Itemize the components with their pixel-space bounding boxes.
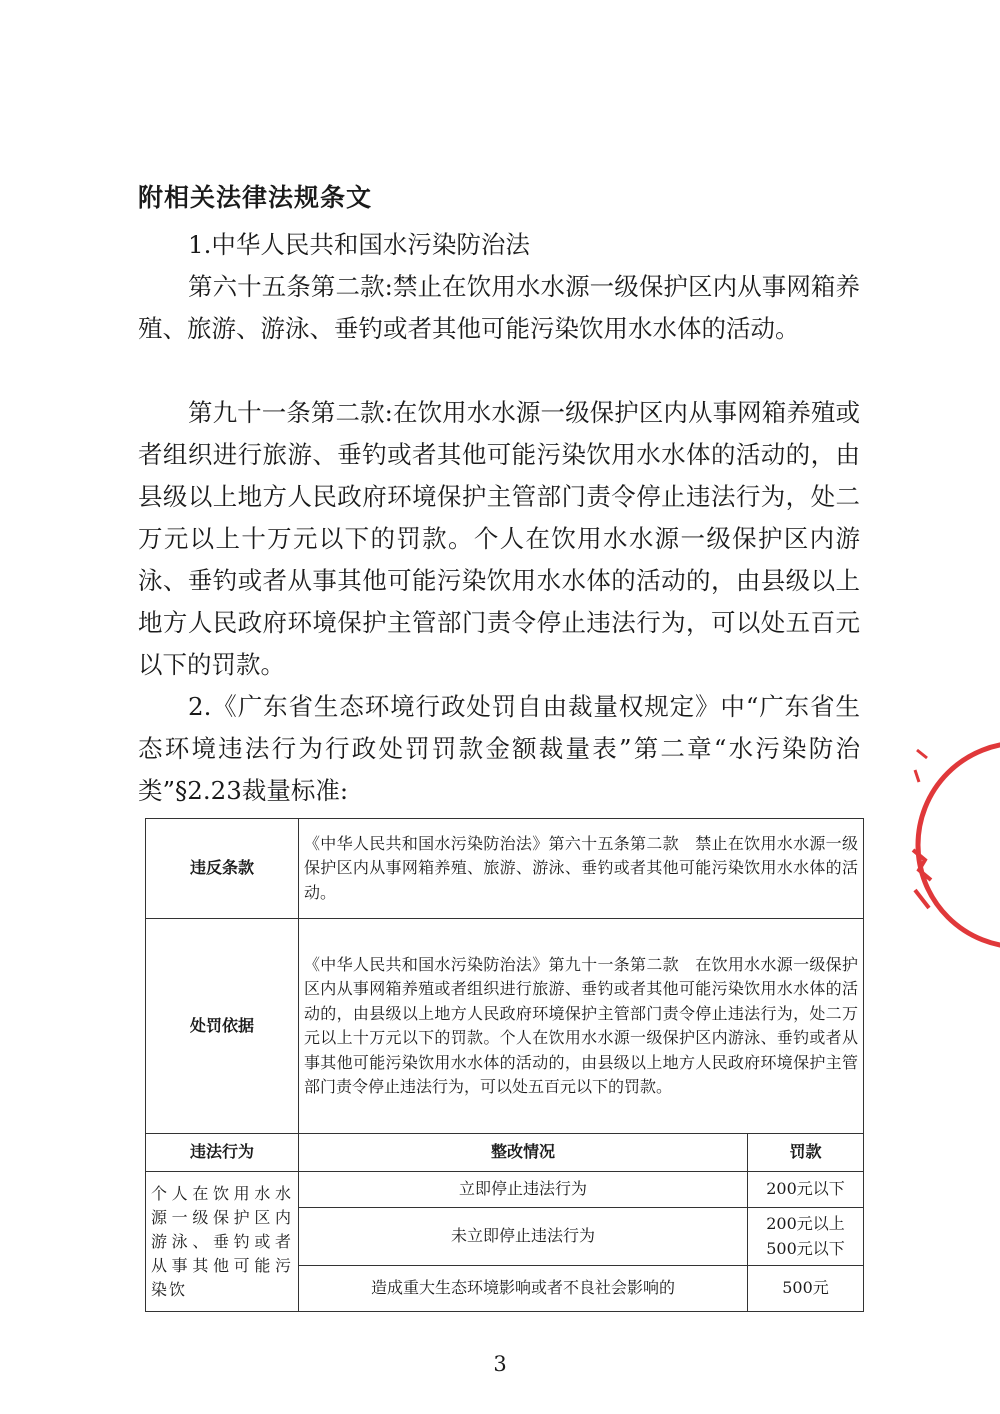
violation-behavior-cell: 个人在饮用水水源一级保护区内游泳、垂钓或者从事其他可能污染饮 [146,1172,299,1312]
fine-line: 500元以下 [766,1238,845,1258]
rectification-cell: 未立即停止违法行为 [299,1208,748,1266]
official-seal-stamp [905,730,1000,960]
fine-cell [748,1208,864,1266]
article-91-paragraph: 第九十一条第二款:在饮用水水源一级保护区内从事网箱养殖或者组织进行旅游、垂钓或者其他可能污染饮用水水体的活动的，由县级以上地方人民政府环境保护主管部门责令停止违法行为，处二万元以上十万元以下的罚款。个人在饮用水水源一级保护区内游泳、垂钓或者从事其他可能污染饮用水水体的活动的，由县级以上地方人民政府环境保护主管部门责令停止违法行为，可以处五百元以下的罚款。 [138,398,860,679]
fine-cell: 200元以下 [748,1172,864,1208]
penalty-basis-text: 《中华人民共和国水污染防治法》第九十一条第二款 在饮用水水源一级保护区内从事网箱养殖或者组织进行旅游、垂钓或者其他可能污染饮用水水体的活动的，由县级以上地方人民政府环境保护主管部门责令停止违法行为，处二万元以上十万元以下的罚款。个人在饮用水水源一级保护区内游泳、垂钓或者从事其他可能污染饮用水水体的活动的，由县级以上地方人民政府环境保护主管部门责令停止违法行为，可以处五百元以下的罚款。 [299,919,864,1134]
rectification-cell: 立即停止违法行为 [299,1172,748,1208]
regulation-reference-paragraph: 2.《广东省生态环境行政处罚自由裁量权规定》中“广东省生态环境违法行为行政处罚罚款金额裁量表”第二章“水污染防治类”§2.23裁量标准: [138,692,860,805]
penalty-discretion-table [145,818,864,1312]
violated-clause-label: 违反条款 [146,819,299,919]
article-65-paragraph: 第六十五条第二款:禁止在饮用水水源一级保护区内从事网箱养殖、旅游、游泳、垂钓或者其他可能污染饮用水水体的活动。 [138,272,860,343]
penalty-basis-label: 处罚依据 [146,919,299,1134]
fine-cell: 500元 [748,1266,864,1312]
column-header-rectification: 整改情况 [299,1134,748,1172]
rectification-cell: 造成重大生态环境影响或者不良社会影响的 [299,1266,748,1312]
law-title-paragraph: 1.中华人民共和国水污染防治法 [188,230,530,259]
seal-mark [915,750,927,782]
column-header-behavior: 违法行为 [146,1134,299,1172]
section-heading: 附相关法律法规条文 [138,183,373,212]
column-header-fine: 罚款 [748,1134,864,1172]
violated-clause-text: 《中华人民共和国水污染防治法》第六十五条第二款 禁止在饮用水水源一级保护区内从事网箱养殖、旅游、游泳、垂钓或者其他可能污染饮用水水体的活动。 [299,819,864,919]
page-number: 3 [493,1352,507,1376]
fine-line: 200元以上 [766,1214,845,1233]
seal-ring [918,743,1000,947]
